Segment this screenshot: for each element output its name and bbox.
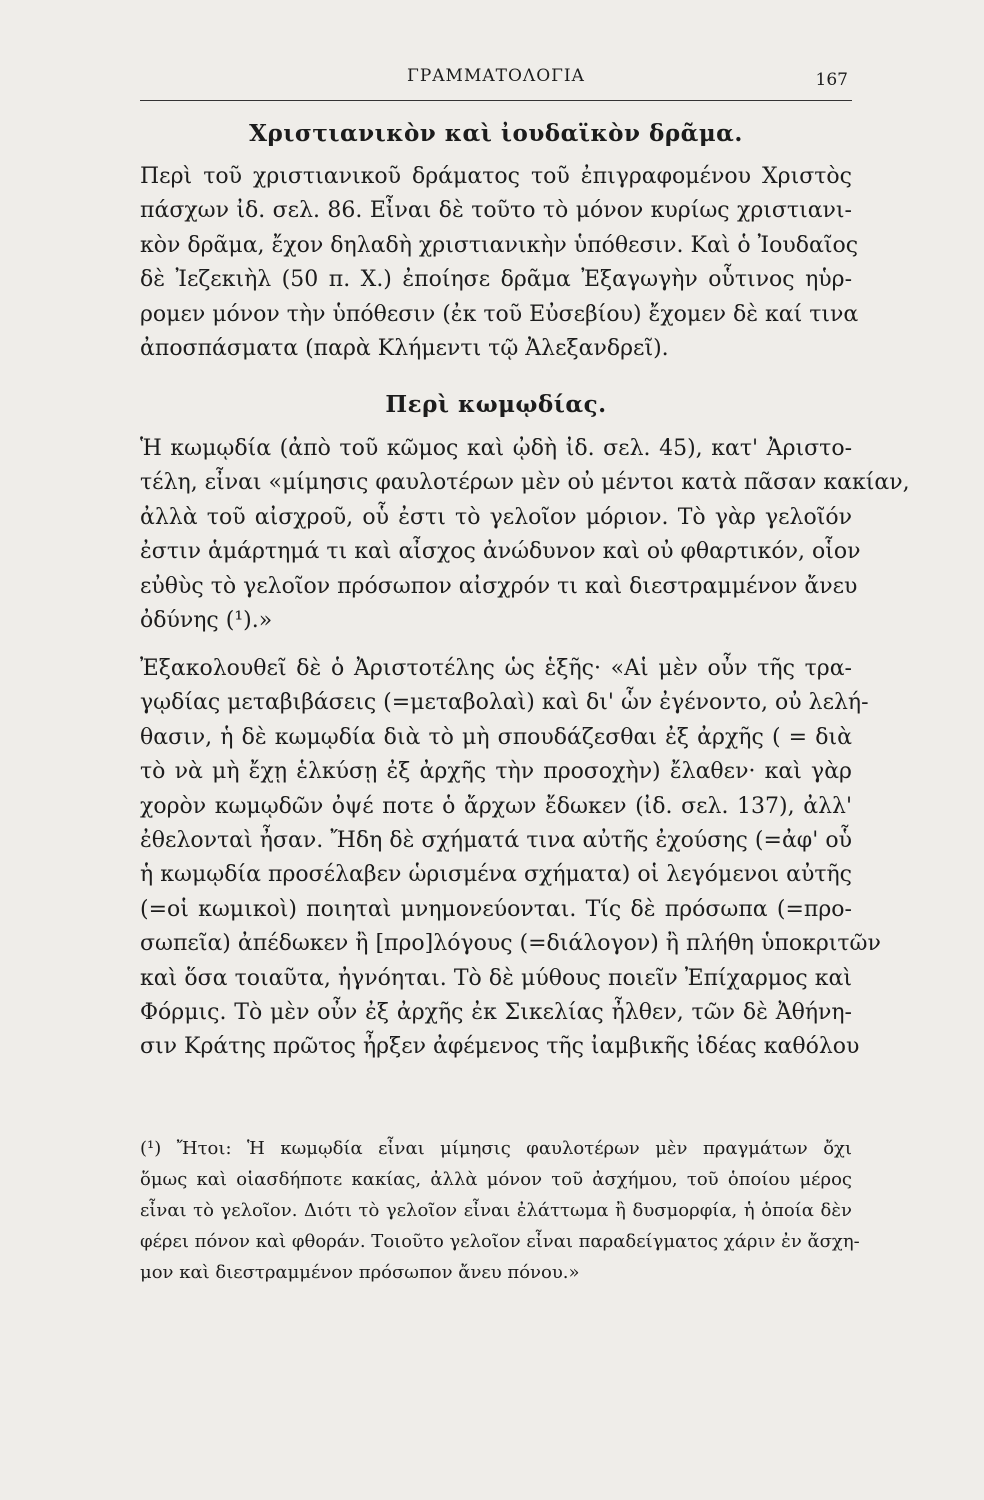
text-line: (=οἱ κωμικοὶ) ποιηταὶ μνημονεύονται. Τίς δὲ πρόσωπα (=προ-: [140, 896, 852, 922]
text-line: κὸν δρᾶμα, ἔχον δηλαδὴ χριστιανικὴν ὑπόθεσιν. Καὶ ὁ Ἰουδαῖος: [140, 232, 859, 258]
text-line: ρομεν μόνον τὴν ὑπόθεσιν (ἐκ τοῦ Εὐσεβίου) ἔχομεν δὲ καί τινα: [140, 301, 859, 327]
section-heading-christian-drama: Χριστιανικὸν καὶ ἰουδαϊκὸν δρᾶμα.: [249, 120, 743, 147]
footnote-line: εἶναι τὸ γελοῖον. Διότι τὸ γελοῖον εἶναι ἐλάττωμα ἢ δυσμορφία, ἡ ὁποία δὲν: [140, 1200, 852, 1221]
running-title: ΓΡΑΜΜΑΤΟΛΟΓΙΑ: [407, 66, 585, 86]
footnote: [140, 1133, 860, 1288]
text-line: γῳδίας μεταβιβάσεις (=μεταβολαὶ) καὶ δι' ὧν ἐγένοντο, οὐ λελή-: [140, 690, 869, 716]
footnote-line: φέρει πόνον καὶ φθοράν. Τοιοῦτο γελοῖον εἶναι παραδείγματος χάριν ἐν ἄσχη-: [140, 1231, 860, 1252]
text-line: Ἐξακολουθεῖ δὲ ὁ Ἀριστοτέλης ὡς ἑξῆς· «Αἱ μὲν οὖν τῆς τρα-: [140, 656, 852, 681]
paragraph-christian-drama: [140, 160, 859, 366]
running-head: [140, 64, 852, 94]
text-line: Ἡ κωμῳδία (ἀπὸ τοῦ κῶμος καὶ ᾠδὴ ἰδ. σελ. 45), κατ' Ἀριστο-: [140, 436, 852, 461]
text-line: ἐστιν ἁμάρτημά τι καὶ αἶσχος ἀνώδυνον καὶ οὐ φθαρτικόν, οἷον: [140, 539, 861, 565]
text-line: ἡ κωμῳδία προσέλαβεν ὡρισμένα σχήματα) οἱ λεγόμενοι αὐτῆς: [140, 862, 852, 888]
text-line: τέλη, εἶναι «μίμησις φαυλοτέρων μὲν οὐ μέντοι κατὰ πᾶσαν κακίαν,: [140, 470, 910, 496]
text-line: σωπεῖα) ἀπέδωκεν ἢ [προ]λόγους (=διάλογον) ἢ πλήθη ὑποκριτῶν: [140, 931, 881, 957]
footnote-line: ὅμως καὶ οἱασδήποτε κακίας, ἀλλὰ μόνον τοῦ ἀσχήμου, τοῦ ὁποίου μέρος: [140, 1169, 852, 1190]
paragraph-comedy-history: [140, 652, 881, 1065]
text-line: τὸ νὰ μὴ ἔχῃ ἑλκύσῃ ἐξ ἀρχῆς τὴν προσοχὴν) ἔλαθεν· καὶ γὰρ: [140, 759, 852, 785]
text-line: Φόρμις. Τὸ μὲν οὖν ἐξ ἀρχῆς ἐκ Σικελίας ἦλθεν, τῶν δὲ Ἀθήνη-: [140, 999, 852, 1025]
footnote-line: (¹) Ἤτοι: Ἡ κωμῳδία εἶναι μίμησις φαυλοτέρων μὲν πραγμάτων ὄχι: [140, 1138, 852, 1159]
paragraph-comedy-definition: [140, 432, 910, 638]
text-line: καὶ ὅσα τοιαῦτα, ἠγνόηται. Τὸ δὲ μύθους ποιεῖν Ἐπίχαρμος καὶ: [140, 965, 852, 991]
section-heading-comedy: Περὶ κωμῳδίας.: [385, 391, 607, 418]
text-line: ἀποσπάσματα (παρὰ Κλήμεντι τῷ Ἀλεξανδρεῖ).: [140, 335, 669, 361]
header-rule: [140, 100, 852, 101]
text-line: εὐθὺς τὸ γελοῖον πρόσωπον αἰσχρόν τι καὶ διεστραμμένον ἄνευ: [140, 573, 858, 599]
text-line: ἀλλὰ τοῦ αἰσχροῦ, οὗ ἐστι τὸ γελοῖον μόριον. Τὸ γὰρ γελοῖόν: [140, 504, 852, 530]
page-number: 167: [815, 70, 848, 90]
text-line: πάσχων ἰδ. σελ. 86. Εἶναι δὲ τοῦτο τὸ μόνον κυρίως χριστιανι-: [140, 198, 852, 224]
footnote-line: μον καὶ διεστραμμένον πρόσωπον ἄνευ πόνου.»: [140, 1262, 580, 1283]
text-line: Περὶ τοῦ χριστιανικοῦ δράματος τοῦ ἐπιγραφομένου Χριστὸς: [140, 164, 852, 189]
text-line: δὲ Ἰεζεκιὴλ (50 π. Χ.) ἐποίησε δρᾶμα Ἐξαγωγὴν οὗτινος ηὑρ-: [140, 267, 852, 293]
text-line: χορὸν κωμῳδῶν ὀψέ ποτε ὁ ἄρχων ἔδωκεν (ἰδ. σελ. 137), ἀλλ': [140, 793, 852, 819]
text-line: θασιν, ἡ δὲ κωμῳδία διὰ τὸ μὴ σπουδάζεσθαι ἐξ ἀρχῆς ( = διὰ: [140, 724, 852, 750]
text-line: σιν Κράτης πρῶτος ἦρξεν ἀφέμενος τῆς ἰαμβικῆς ἰδέας καθόλου: [140, 1034, 860, 1060]
text-line: ὀδύνης (¹).»: [140, 607, 273, 633]
text-line: ἐθελονταὶ ἦσαν. Ἤδη δὲ σχήματά τινα αὐτῆς ἐχούσης (=ἀφ' οὗ: [140, 827, 852, 853]
